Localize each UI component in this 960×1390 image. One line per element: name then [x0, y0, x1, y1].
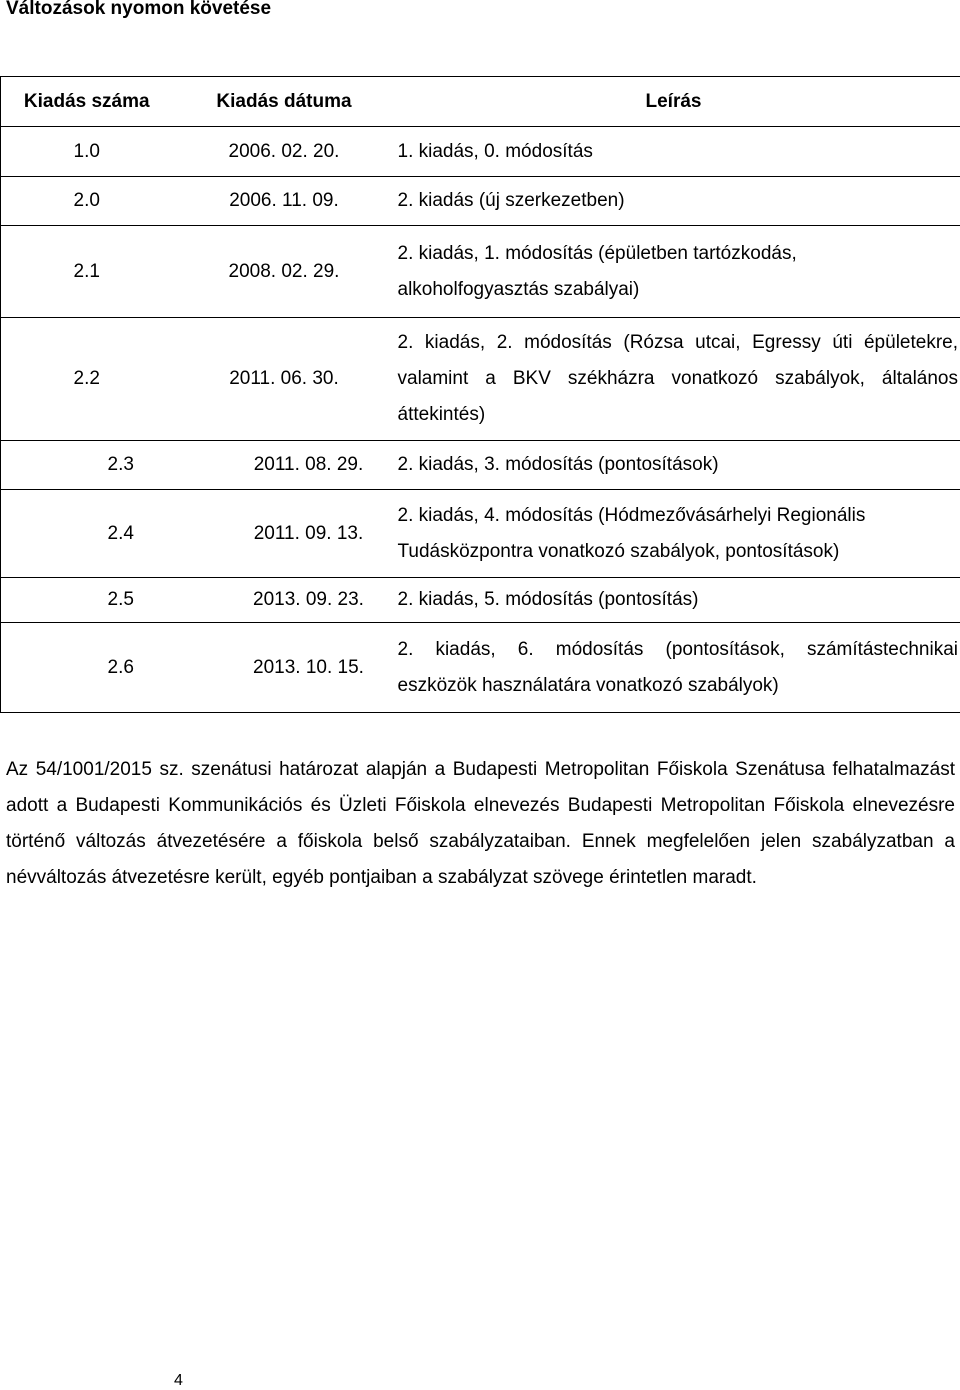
- table-row: [1, 623, 960, 713]
- table-row: [1, 490, 960, 578]
- table-row: [1, 127, 960, 177]
- edition-number: 2.5: [1, 578, 173, 623]
- description-line: alkoholfogyasztás szabályai): [397, 278, 640, 300]
- edition-number: 2.4: [1, 490, 173, 578]
- edition-description: [396, 490, 960, 578]
- description-line: 2. kiadás, 6. módosítás (pontosítások, számítástechnikai: [397, 638, 958, 660]
- revision-table: [0, 76, 960, 713]
- edition-date: 2006. 11. 09.: [173, 177, 396, 226]
- page-number: 4: [174, 1372, 183, 1389]
- edition-date: 2008. 02. 29.: [173, 226, 396, 318]
- edition-description: [396, 623, 960, 713]
- description-line: 2. kiadás, 5. módosítás (pontosítás): [397, 589, 699, 610]
- edition-description: [396, 127, 960, 177]
- header-description: Leírás: [396, 77, 960, 127]
- description-line: Tudásközpontra vonatkozó szabályok, pontosítások): [397, 540, 840, 562]
- description-line: 2. kiadás, 1. módosítás (épületben tartózkodás,: [397, 242, 797, 264]
- edition-date: 2006. 02. 20.: [173, 127, 396, 177]
- description-line: 2. kiadás, 2. módosítás (Rózsa utcai, Egressy úti épületekre,: [397, 332, 958, 353]
- description-line: valamint a BKV székházra vonatkozó szabályok, általános: [397, 368, 958, 389]
- edition-number: 2.6: [1, 623, 173, 713]
- description-line: áttekintés): [397, 404, 486, 425]
- edition-date: 2011. 06. 30.: [173, 318, 396, 441]
- name-change-note: Az 54/1001/2015 sz. szenátusi határozat alapján a Budapesti Metropolitan Főiskola Szenátusa felhatalmazást adott a Budapesti Kommunikációs és Üzleti Főiskola elnevezés Budapesti Metropolitan Főiskola elnevezésre történő változás átvezetésére a főiskola belső szabályzataiban. Ennek megfelelően jelen szabályzatban a névváltozás átvezetésre került, egyéb pontjaiban a szabályzat szövege érintetlen maradt.: [6, 759, 955, 888]
- edition-description: [396, 177, 960, 226]
- table-row: [1, 226, 960, 318]
- edition-number: 1.0: [1, 127, 173, 177]
- edition-description: [396, 578, 960, 623]
- description-line: 2. kiadás, 4. módosítás (Hódmezővásárhelyi Regionális: [397, 504, 866, 526]
- description-line: 2. kiadás (új szerkezetben): [397, 190, 625, 211]
- header-edition-number: Kiadás száma: [1, 77, 173, 127]
- description-line: eszközök használatára vonatkozó szabályok): [397, 674, 779, 696]
- header-edition-date: Kiadás dátuma: [173, 77, 396, 127]
- edition-date: 2013. 09. 23.: [173, 578, 396, 623]
- page-heading: Változások nyomon követése: [6, 0, 272, 19]
- edition-number: 2.3: [1, 441, 173, 490]
- edition-date: 2013. 10. 15.: [173, 623, 396, 713]
- edition-number: 2.1: [1, 226, 173, 318]
- edition-number: 2.0: [1, 177, 173, 226]
- table-header-row: [1, 77, 960, 127]
- edition-description: [396, 318, 960, 441]
- edition-date: 2011. 08. 29.: [173, 441, 396, 490]
- edition-number: 2.2: [1, 318, 173, 441]
- edition-description: [396, 226, 960, 318]
- edition-date: 2011. 09. 13.: [173, 490, 396, 578]
- table-row: [1, 441, 960, 490]
- description-line: 1. kiadás, 0. módosítás: [397, 140, 593, 162]
- table-row: [1, 177, 960, 226]
- table-row: [1, 578, 960, 623]
- edition-description: [396, 441, 960, 490]
- description-line: 2. kiadás, 3. módosítás (pontosítások): [397, 454, 719, 475]
- table-row: [1, 318, 960, 441]
